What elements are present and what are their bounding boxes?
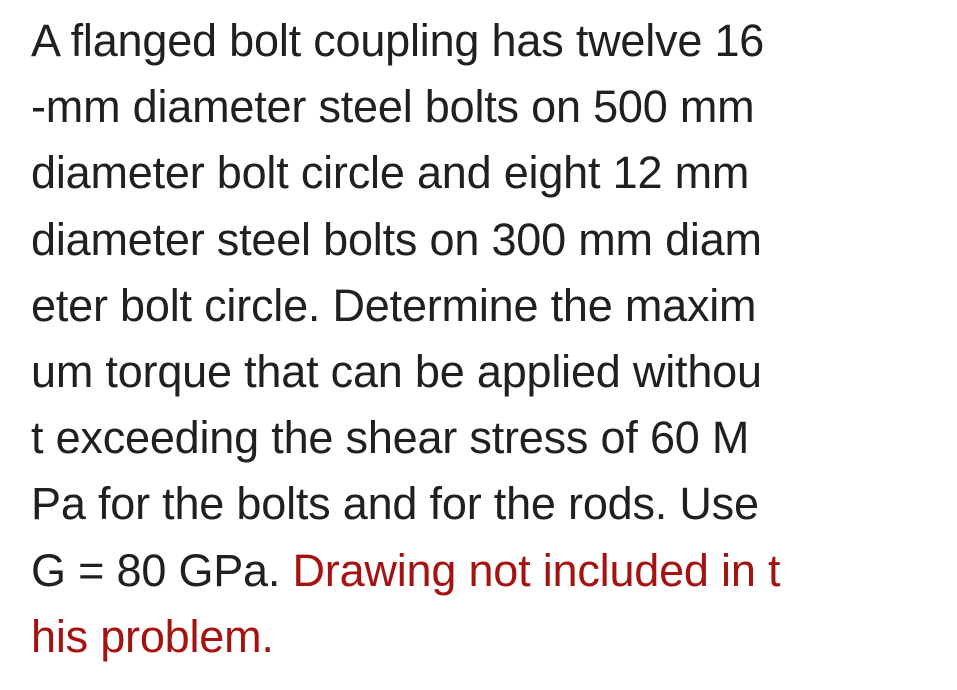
problem-statement [31,8,951,670]
problem-line-2: -mm diameter steel bolts on 500 mm [31,81,755,133]
drawing-note-part-1: Drawing not included in t [292,544,781,596]
problem-line-8: Pa for the bolts and for the rods. Use [31,478,759,530]
problem-line-7: t exceeding the shear stress of 60 M [31,412,750,464]
problem-line-6: um torque that can be applied withou [31,345,762,397]
problem-line-4: diameter steel bolts on 300 mm diam [31,213,762,265]
problem-line-10 [31,604,951,670]
problem-line-9 [31,538,951,604]
problem-line-3: diameter bolt circle and eight 12 mm [31,147,750,199]
given-modulus-text: G = 80 GPa. [31,544,293,596]
problem-line-5: eter bolt circle. Determine the maxim [31,279,757,331]
drawing-note-part-2: his problem. [31,610,274,662]
problem-line-1: A flanged bolt coupling has twelve 16 [31,15,765,66]
